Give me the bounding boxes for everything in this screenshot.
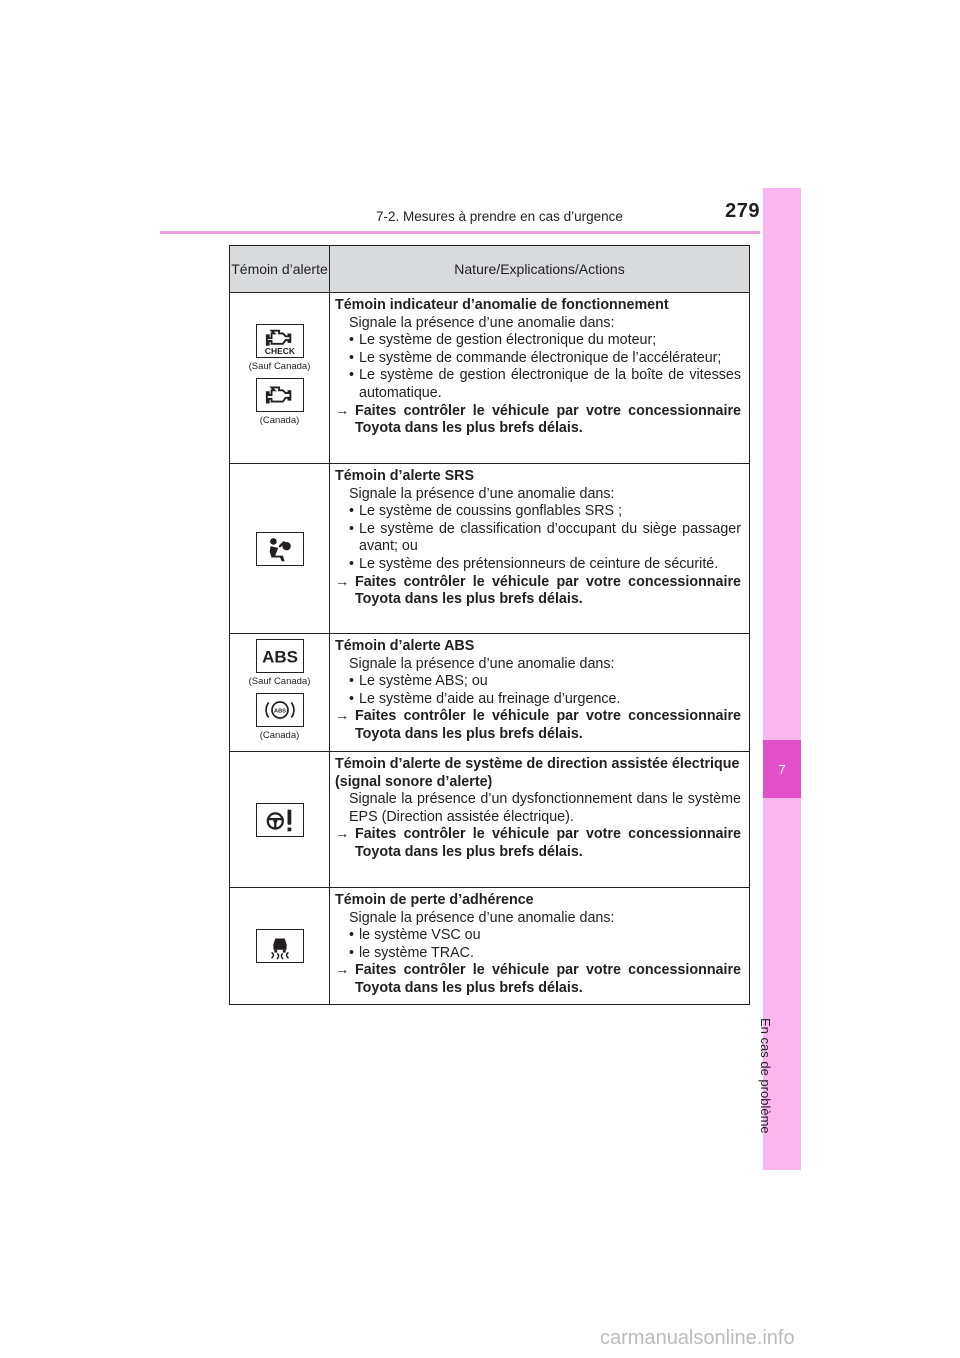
action-label: Faites contrôler le véhicule par votre concessionnaire Toyota dans les plus brefs délais. [355,708,741,742]
watermark: carmanualsonline.info [600,1327,795,1349]
warning-title: Témoin d’alerte de système de direction assistée électrique [335,756,740,772]
bullet-list [335,503,741,573]
arrow-icon: → [335,826,350,843]
warning-intro: Signale la présence d’une anomalie dans: [349,485,615,502]
icon-cell [230,634,330,752]
action-text [335,403,741,438]
chapter-title: En cas de problème [758,1018,773,1134]
icon-caption: (Canada) [259,729,300,741]
header-rule [160,231,760,234]
action-label: Faites contrôler le véhicule par votre concessionnaire Toyota dans les plus brefs délais. [355,573,741,608]
list-item: • Le système d’aide au freinage d’urgence. [335,691,741,709]
action-label: Faites contrôler le véhicule par votre concessionnaire Toyota dans les plus brefs délais. [355,826,741,860]
engine-check-icon [256,324,304,358]
chapter-number: 7 [763,740,801,798]
list-item: • Le système de gestion électronique de la boîte de vitesses automatique. [335,367,741,402]
list-item: • Le système des prétensionneurs de ceinture de sécurité. [335,556,741,574]
icon-cell [230,752,330,888]
header-col-desc: Nature/Explications/Actions [330,246,750,293]
action-label: Faites contrôler le véhicule par votre concessionnaire Toyota dans les plus brefs délais. [355,962,741,996]
action-text [335,574,741,609]
table-row [230,752,750,888]
action-label: Faites contrôler le véhicule par votre concessionnaire Toyota dans les plus brefs délais. [355,402,741,437]
abs-circle-label: ABS [273,707,286,714]
icon-cell [230,464,330,634]
description-cell [330,888,750,1005]
table-row [230,293,750,464]
engine-check-label: CHECK [264,346,295,357]
abs-text-label: ABS [261,647,298,667]
warning-title: Témoin d’alerte ABS [335,638,475,654]
action-text [335,826,741,861]
engine-icon [256,378,304,412]
action-text [335,962,741,997]
icon-cell [230,888,330,1005]
bullet-list [335,673,741,708]
warning-intro: Signale la présence d’une anomalie dans: [349,909,615,926]
steering-warning-icon [256,803,304,837]
list-item: • le système VSC ou [335,927,741,945]
arrow-icon: → [335,402,350,419]
chapter-side-tab [758,188,801,1170]
table-row [230,464,750,634]
description-cell [330,464,750,634]
list-item: • le système TRAC. [335,945,741,963]
table-row [230,634,750,752]
action-text [335,708,741,743]
header-col-icon: Témoin d’alerte [230,246,330,293]
warning-lights-table [229,245,750,1005]
icon-caption: (Sauf Canada) [248,361,311,372]
abs-circle-icon [256,693,304,727]
page-number: 279 [725,200,760,222]
icon-caption: (Canada) [259,415,300,426]
list-item: • Le système de classification d’occupant du siège passager avant; ou [335,521,741,556]
warning-intro: Signale la présence d’un dysfonctionnement dans le système EPS (Direction assistée électrique). [349,791,741,825]
warning-intro: Signale la présence d’une anomalie dans: [349,314,615,331]
abs-text-icon [256,639,304,673]
arrow-icon: → [335,708,350,725]
airbag-person-icon [256,532,304,566]
warning-subtitle: (signal sonore d’alerte) [335,773,493,790]
description-cell [330,752,750,888]
description-cell [330,293,750,464]
section-title: 7-2. Mesures à prendre en cas d’urgence [376,209,623,224]
skid-car-icon [256,929,304,963]
icon-caption: (Sauf Canada) [248,675,311,687]
warning-title: Témoin de perte d’adhérence [335,892,534,908]
table-row [230,888,750,1005]
warning-title: Témoin indicateur d’anomalie de fonctionnement [335,297,669,313]
list-item: • Le système de gestion électronique du moteur; [335,332,741,350]
warning-intro: Signale la présence d’une anomalie dans: [349,655,615,672]
bullet-list [335,927,741,962]
arrow-icon: → [335,962,350,979]
list-item: • Le système de coussins gonflables SRS ; [335,503,741,521]
warning-title: Témoin d’alerte SRS [335,468,475,484]
bullet-list [335,332,741,402]
icon-cell [230,293,330,464]
list-item: • Le système de commande électronique de l’accélérateur; [335,350,741,368]
arrow-icon: → [335,573,350,590]
list-item: • Le système ABS; ou [335,673,741,691]
table-header-row [230,246,750,293]
description-cell [330,634,750,752]
